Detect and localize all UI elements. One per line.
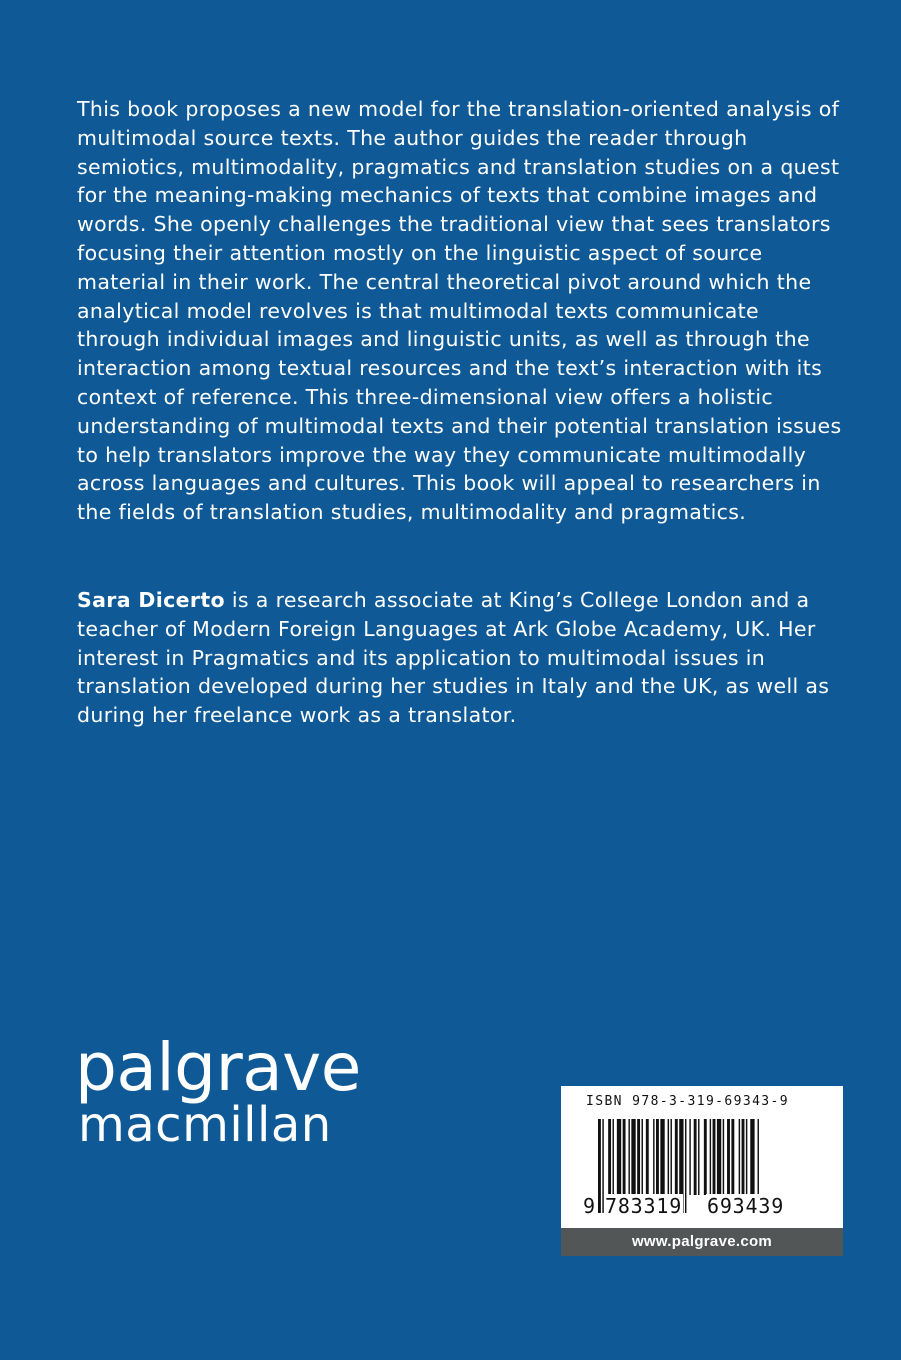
barcode-digit-first: 9 [583,1194,596,1218]
barcode-box [561,1086,843,1256]
website-url[interactable]: www.palgrave.com [631,1233,773,1250]
barcode-digits-left: 783319 [605,1194,683,1218]
barcode-bar [628,1119,629,1195]
author-name: Sara Dicerto [77,588,225,612]
book-description: This book proposes a new model for the translation-oriented analysis of multimodal source texts. The author guides the reader through semiotics, multimodality, pragmatics and translation studies on a quest for the meaning-making mechanics of texts that combine images and words. She openly challenges the traditional view that sees translators focusing their attention mostly on the linguistic aspect of source material in their work. The central theoretical pivot around which the analytical model revolves is that multimodal texts communicate through individual images and linguistic units, as well as through the interaction among textual resources and the text’s interaction with its context of reference. This three-dimensional view offers a holistic understanding of multimodal texts and their potential translation issues to help translators improve the way they communicate multimodally across languages and cultures. This book will appeal to researchers in the fields of translation studies, multimodality and pragmatics. [77,97,842,525]
barcode-digits [583,1194,823,1220]
publisher-logo-macmillan: macmillan [78,1097,332,1153]
barcode-bar [746,1119,747,1195]
barcode-bar [646,1119,649,1195]
barcode-bar [739,1119,740,1195]
publisher-logo-palgrave: palgrave [75,1029,361,1106]
barcode-bar [689,1119,690,1195]
barcode-bar [623,1119,626,1195]
barcode-bar [668,1119,669,1195]
author-bio-text: is a research associate at King’s College London and a teacher of Modern Foreign Languages at Ark Globe Academy, UK. Her interest in Pragmatics and its application to multimodal issues in translation developed during her studies in Italy and the UK, as well as during her freelance work as a translator. [77,588,830,728]
isbn-label: ISBN 978-3-319-69343-9 [586,1094,789,1109]
barcode-bar [694,1119,697,1195]
barcode-bar [660,1119,664,1195]
barcode-bar [656,1119,659,1195]
barcode-bar [608,1119,611,1195]
website-strip [561,1228,843,1256]
barcode-bar [723,1119,724,1195]
barcode-bar [727,1119,730,1195]
barcode-bar [637,1119,640,1195]
barcode-bar [613,1119,614,1195]
author-bio [77,586,843,730]
barcode-bar [671,1119,672,1195]
barcode-digits-right: 693439 [707,1194,785,1218]
barcode-bar [642,1119,643,1195]
publisher-logo [75,1029,395,1153]
barcode-bar [713,1119,716,1195]
barcode-bar [704,1119,707,1195]
barcode-bar [710,1119,711,1195]
barcode-bar [631,1119,635,1195]
barcode-bar [653,1119,654,1195]
barcode-bar [717,1119,721,1195]
barcode-bar [742,1119,745,1195]
barcode-bar [731,1119,734,1195]
barcode-bar [675,1119,678,1195]
barcode-bar [698,1119,699,1195]
barcode-bar [617,1119,621,1195]
